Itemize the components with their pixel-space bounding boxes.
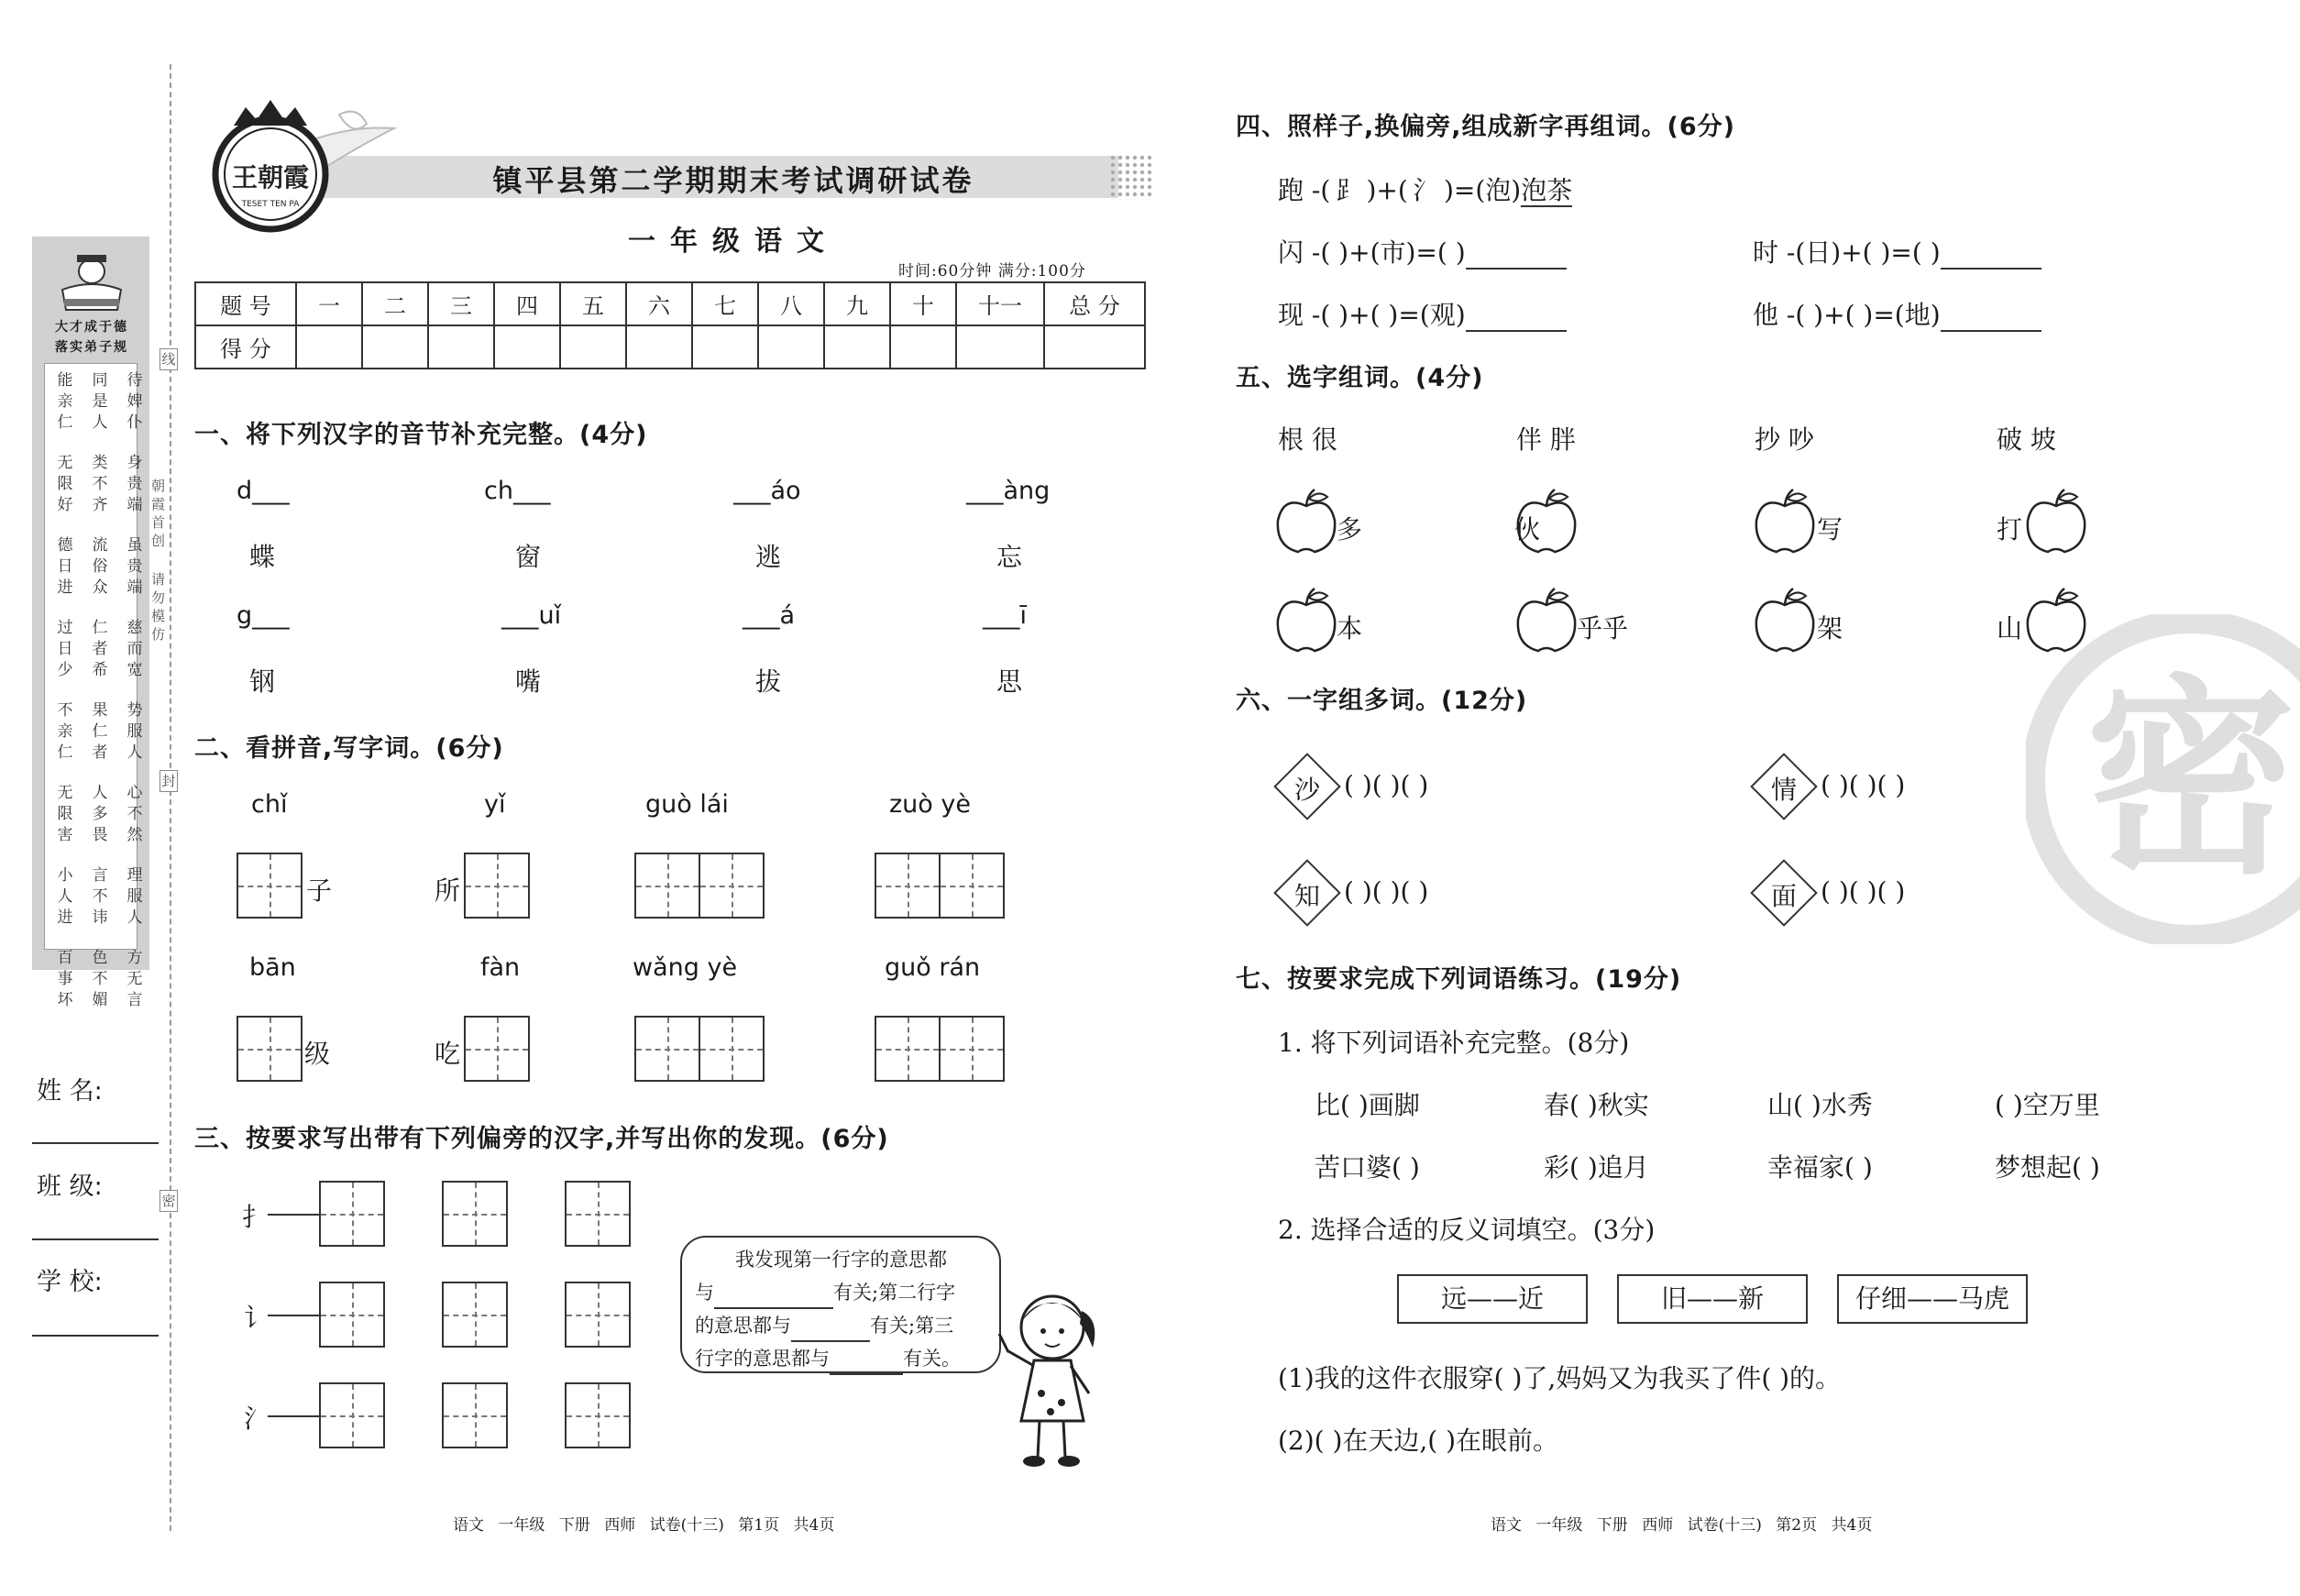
q4-item-text: 时 -(日)+( )=( ) <box>1753 237 1941 268</box>
q2-writing-grid[interactable] <box>875 853 941 919</box>
q2-char-4: 吃 <box>435 1039 461 1069</box>
logo-text: 王朝霞 <box>231 162 310 193</box>
q1-heading: 一、将下列汉字的音节补充完整。(4分) <box>194 421 648 449</box>
q2-pinyin-6: fàn <box>480 953 521 982</box>
motto-line2: 落实弟子规 <box>55 340 128 355</box>
q4-item-text: 现 -( )+( )=(观) <box>1278 300 1466 330</box>
q2-pinyin-2: yǐ <box>484 790 506 819</box>
q4-word-blank[interactable] <box>1941 304 2041 332</box>
score-input-cell[interactable] <box>428 325 494 369</box>
footer-left: 语文 一年级 下册 西师 试卷(十三) 第1页 共4页 <box>453 1516 835 1535</box>
proverb-column: 势服人 <box>127 701 143 762</box>
proverb-column: 无限好 <box>57 454 73 514</box>
q2-writing-grid[interactable] <box>875 1016 941 1082</box>
score-header-cell: 四 <box>494 282 560 325</box>
proverb-column: 身贵端 <box>127 454 143 514</box>
proverb-column: 流俗众 <box>92 536 108 597</box>
q1-char-1: 蝶 <box>249 542 276 572</box>
q7-idiom-7[interactable]: 幸福家( ) <box>1767 1152 1873 1183</box>
bubble-text: 的意思都与 <box>695 1315 791 1337</box>
q4-word-blank[interactable] <box>1466 242 1567 270</box>
q1-char-7: 拔 <box>755 666 782 697</box>
score-header-cell: 九 <box>824 282 890 325</box>
girl-illustration-icon <box>972 1265 1118 1476</box>
q1-char-6: 嘴 <box>515 666 542 697</box>
q2-writing-grid[interactable] <box>634 1016 700 1082</box>
proverb-column: 心不然 <box>127 784 143 844</box>
q5-word-1: 多 <box>1337 514 1363 545</box>
edge-note-2: 请勿模仿 <box>151 571 166 643</box>
q2-writing-grid[interactable] <box>464 1016 530 1082</box>
q4-item-text: 闪 -( )+(市)=( ) <box>1278 237 1466 268</box>
score-input-cell[interactable] <box>560 325 626 369</box>
q5-pair-1: 根 很 <box>1278 424 1337 455</box>
bubble-line-1: 我发现第一行字的意思都 <box>735 1249 947 1271</box>
apple-answer-box[interactable] <box>1753 486 1817 559</box>
bubble-blank-3[interactable] <box>830 1373 903 1375</box>
q3-connector <box>268 1315 319 1316</box>
score-header-cell: 题 号 <box>195 282 296 325</box>
scholar-icon <box>46 244 138 317</box>
q6-char-3: 知 <box>1293 881 1320 911</box>
score-table <box>194 281 1146 369</box>
q2-writing-grid[interactable] <box>939 1016 1005 1082</box>
score-header-cell: 三 <box>428 282 494 325</box>
apple-answer-box[interactable] <box>2024 486 2088 559</box>
apple-answer-box[interactable] <box>1753 585 1817 658</box>
q7-sentence-1[interactable]: (1)我的这件衣服穿( )了,妈妈又为我买了件( )的。 <box>1278 1363 1842 1393</box>
score-header-cell: 五 <box>560 282 626 325</box>
footer-right: 语文 一年级 下册 西师 试卷(十三) 第2页 共4页 <box>1491 1516 1873 1535</box>
score-input-cell[interactable] <box>758 325 824 369</box>
q1-char-3: 逃 <box>755 542 782 572</box>
q2-writing-grid[interactable] <box>237 1016 303 1082</box>
class-input-line[interactable] <box>32 1238 159 1240</box>
q5-pair-4: 破 坡 <box>1997 424 2056 455</box>
q7-idiom-2[interactable]: 春( )秋实 <box>1544 1090 1649 1120</box>
q6-parens-4[interactable]: ( )( )( ) <box>1821 876 1906 907</box>
score-header-cell: 七 <box>692 282 758 325</box>
q5-word-7: 架 <box>1817 613 1843 644</box>
proverb-column: 无限害 <box>57 784 73 844</box>
proverb-column: 色不媚 <box>92 949 108 1009</box>
motto-line1: 大才成于德 <box>55 320 128 335</box>
watermark-seal <box>2026 614 2300 944</box>
q7-sentence-2[interactable]: (2)( )在天边,( )在眼前。 <box>1278 1425 1559 1456</box>
q3-writing-grid[interactable] <box>442 1181 508 1247</box>
q4-item-4 <box>1753 295 2041 332</box>
q5-word-8: 山 <box>1997 613 2023 644</box>
q2-writing-grid[interactable] <box>237 853 303 919</box>
apple-answer-box[interactable] <box>2024 585 2088 658</box>
q1-char-4: 忘 <box>996 542 1023 572</box>
q1-pinyin-8[interactable]: ___ī <box>983 601 1028 630</box>
score-input-cell[interactable] <box>626 325 692 369</box>
q1-char-2: 窗 <box>515 542 542 572</box>
bubble-text: 有关;第二行字 <box>833 1282 956 1304</box>
q3-discovery-bubble <box>680 1236 1001 1373</box>
proverb-column: 仁者希 <box>92 619 108 679</box>
school-label: 学 校: <box>37 1268 103 1296</box>
q2-heading: 二、看拼音,写字词。(6分) <box>194 734 504 763</box>
seal-mark-xian: 线 <box>160 348 178 370</box>
proverb-column: 虽贵端 <box>127 536 143 597</box>
q3-writing-grid[interactable] <box>565 1282 631 1348</box>
watermark-text: 密 <box>2085 655 2297 903</box>
q7-idiom-4[interactable]: ( )空万里 <box>1995 1090 2100 1120</box>
q2-pinyin-4: zuò yè <box>889 790 971 819</box>
q2-char-3: 级 <box>304 1039 331 1069</box>
name-label: 姓 名: <box>37 1077 103 1106</box>
bubble-line-2 <box>695 1276 986 1309</box>
bubble-text: 有关。 <box>903 1348 961 1370</box>
q2-writing-grid[interactable] <box>699 853 765 919</box>
q5-heading: 五、选字组词。(4分) <box>1236 364 1484 392</box>
page-title: 镇平县第二学期期末考试调研试卷 <box>492 163 974 198</box>
score-header-cell: 六 <box>626 282 692 325</box>
score-table-header-row <box>195 282 1145 325</box>
bubble-line-3 <box>695 1309 986 1342</box>
q5-word-4: 打 <box>1997 514 2023 545</box>
q5-word-3: 写 <box>1817 514 1843 545</box>
q2-char-1: 子 <box>306 875 333 906</box>
q6-char-1: 沙 <box>1293 775 1320 805</box>
q4-example <box>1278 171 1572 207</box>
proverb-column: 过日少 <box>57 619 73 679</box>
score-header-cell: 八 <box>758 282 824 325</box>
q3-writing-grid[interactable] <box>319 1181 385 1247</box>
proverb-column: 德日进 <box>57 536 73 597</box>
proverb-column: 待婢仆 <box>127 371 143 432</box>
q6-parens-3[interactable]: ( )( )( ) <box>1344 876 1429 907</box>
proverb-column: 同是人 <box>92 371 108 432</box>
q1-char-5: 钢 <box>249 666 276 697</box>
q3-radical-3: 氵 <box>244 1403 270 1434</box>
q1-char-8: 思 <box>996 666 1023 697</box>
time-info: 时间:60分钟 满分:100分 <box>898 262 1086 281</box>
apple-answer-box[interactable] <box>1274 585 1338 658</box>
bubble-text: 行字的意思都与 <box>695 1348 830 1370</box>
score-table-score-row <box>195 325 1145 369</box>
score-header-cell: 十一 <box>956 282 1044 325</box>
q6-char-4: 面 <box>1770 881 1797 911</box>
proverb-column: 类不齐 <box>92 454 108 514</box>
proverb-column: 能亲仁 <box>57 371 73 432</box>
q4-example-word: 泡茶 <box>1521 175 1573 205</box>
q3-connector <box>268 1214 319 1216</box>
score-header-cell: 总 分 <box>1044 282 1145 325</box>
apple-answer-box[interactable] <box>1514 585 1579 658</box>
score-input-cell[interactable] <box>956 325 1044 369</box>
q1-pinyin-4[interactable]: ___àng <box>966 477 1051 505</box>
q7-idiom-8[interactable]: 梦想起( ) <box>1995 1152 2100 1183</box>
bubble-line-4 <box>695 1342 986 1375</box>
q2-writing-grid[interactable] <box>464 853 530 919</box>
school-input-line[interactable] <box>32 1335 159 1337</box>
q7-idiom-6[interactable]: 彩( )追月 <box>1544 1152 1649 1183</box>
seal-mark-mi: 密 <box>160 1190 178 1212</box>
proverb-column: 不亲仁 <box>57 701 73 762</box>
binding-dashed-line <box>170 64 171 1531</box>
q2-writing-grid[interactable] <box>699 1016 765 1082</box>
q3-writing-grid[interactable] <box>565 1181 631 1247</box>
q1-pinyin-7[interactable]: ___á <box>743 601 796 630</box>
q4-example-formula: 跑 -( ⻊ )+( 氵 )=(泡) <box>1278 175 1522 205</box>
q4-item-2 <box>1753 233 2041 270</box>
page-subtitle: 一年级语文 <box>628 226 839 258</box>
q7-idiom-3[interactable]: 山( )水秀 <box>1767 1090 1873 1120</box>
q4-item-text: 他 -( )+( )=(地) <box>1753 300 1941 330</box>
q5-pair-3: 抄 吵 <box>1755 424 1814 455</box>
q1-pinyin-6[interactable]: ___uǐ <box>501 601 562 630</box>
score-header-cell: 一 <box>296 282 362 325</box>
score-input-cell[interactable] <box>296 325 362 369</box>
q5-pair-2: 伴 胖 <box>1516 424 1576 455</box>
proverb-column: 百事坏 <box>57 949 73 1009</box>
q4-word-blank[interactable] <box>1466 304 1567 332</box>
q4-item-1 <box>1278 233 1567 270</box>
q2-writing-grid[interactable] <box>939 853 1005 919</box>
q3-connector <box>268 1415 319 1417</box>
q1-pinyin-3[interactable]: ___áo <box>733 477 801 505</box>
q5-word-6: 乎乎 <box>1577 613 1629 644</box>
score-header-cell: 十 <box>890 282 956 325</box>
q3-writing-grid[interactable] <box>442 1282 508 1348</box>
q4-word-blank[interactable] <box>1941 242 2041 270</box>
score-input-cell[interactable] <box>824 325 890 369</box>
q2-writing-grid[interactable] <box>634 853 700 919</box>
proverb-column: 果仁者 <box>92 701 108 762</box>
proverb-column: 慈而宽 <box>127 619 143 679</box>
score-input-cell[interactable] <box>362 325 428 369</box>
q7-sub1: 1. 将下列词语补充完整。(8分) <box>1278 1028 1630 1058</box>
score-input-cell[interactable] <box>1044 325 1145 369</box>
q5-word-2: 伙 <box>1514 514 1541 545</box>
q6-parens-1[interactable]: ( )( )( ) <box>1344 770 1429 800</box>
q2-pinyin-8: guǒ rán <box>885 953 981 982</box>
class-label: 班 级: <box>37 1172 103 1201</box>
antonym-box-1: 远——近 <box>1397 1274 1588 1324</box>
q2-pinyin-5: bān <box>249 953 296 982</box>
q2-pinyin-3: guò lái <box>645 790 729 819</box>
name-input-line[interactable] <box>32 1142 159 1144</box>
bubble-text: 与 <box>695 1282 714 1304</box>
q1-pinyin-5[interactable]: g___ <box>237 601 290 630</box>
q2-pinyin-1: chǐ <box>251 790 288 819</box>
q3-writing-grid[interactable] <box>319 1282 385 1348</box>
q3-radical-2: 讠 <box>244 1303 270 1333</box>
q1-pinyin-2[interactable]: ch___ <box>484 477 551 505</box>
q2-char-2: 所 <box>435 875 461 906</box>
q5-word-5: 本 <box>1337 613 1363 644</box>
q3-radical-1: 扌 <box>242 1202 269 1232</box>
proverb-column: 小人进 <box>57 866 73 927</box>
score-input-cell[interactable] <box>494 325 560 369</box>
antonym-box-3: 仔细——马虎 <box>1837 1274 2028 1324</box>
score-input-cell[interactable] <box>692 325 758 369</box>
q6-char-2: 情 <box>1770 775 1797 805</box>
ribbon-pattern-icon <box>1109 154 1155 200</box>
q6-heading: 六、一字组多词。(12分) <box>1236 687 1528 715</box>
q7-idiom-1[interactable]: 比( )画脚 <box>1315 1090 1420 1120</box>
score-input-cell[interactable] <box>890 325 956 369</box>
proverb-column: 言不讳 <box>92 866 108 927</box>
q6-parens-2[interactable]: ( )( )( ) <box>1821 770 1906 800</box>
q1-pinyin-1[interactable]: d___ <box>237 477 290 505</box>
seal-mark-feng: 封 <box>160 770 178 792</box>
q7-sub2: 2. 选择合适的反义词填空。(3分) <box>1278 1215 1656 1245</box>
edge-note-1: 朝霞首创 <box>151 478 166 549</box>
q4-heading: 四、照样子,换偏旁,组成新字再组词。(6分) <box>1236 113 1735 141</box>
proverb-column: 人多畏 <box>92 784 108 844</box>
antonym-box-2: 旧——新 <box>1617 1274 1808 1324</box>
q4-item-3 <box>1278 295 1567 332</box>
score-row-label: 得 分 <box>195 325 296 369</box>
brand-logo <box>183 87 403 243</box>
score-header-cell: 二 <box>362 282 428 325</box>
bubble-text: 有关;第三 <box>870 1315 954 1337</box>
q3-writing-grid[interactable] <box>319 1382 385 1448</box>
q2-pinyin-7: wǎng yè <box>633 953 738 982</box>
q3-writing-grid[interactable] <box>565 1382 631 1448</box>
q3-heading: 三、按要求写出带有下列偏旁的汉字,并写出你的发现。(6分) <box>194 1125 889 1153</box>
proverb-column: 方无言 <box>127 949 143 1009</box>
logo-subtext: TESET TEN PA <box>241 200 300 209</box>
apple-answer-box[interactable] <box>1274 486 1338 559</box>
proverb-column: 理服人 <box>127 866 143 927</box>
q3-writing-grid[interactable] <box>442 1382 508 1448</box>
q7-idiom-5[interactable]: 苦口婆( ) <box>1315 1152 1420 1183</box>
q7-heading: 七、按要求完成下列词语练习。(19分) <box>1236 965 1682 994</box>
